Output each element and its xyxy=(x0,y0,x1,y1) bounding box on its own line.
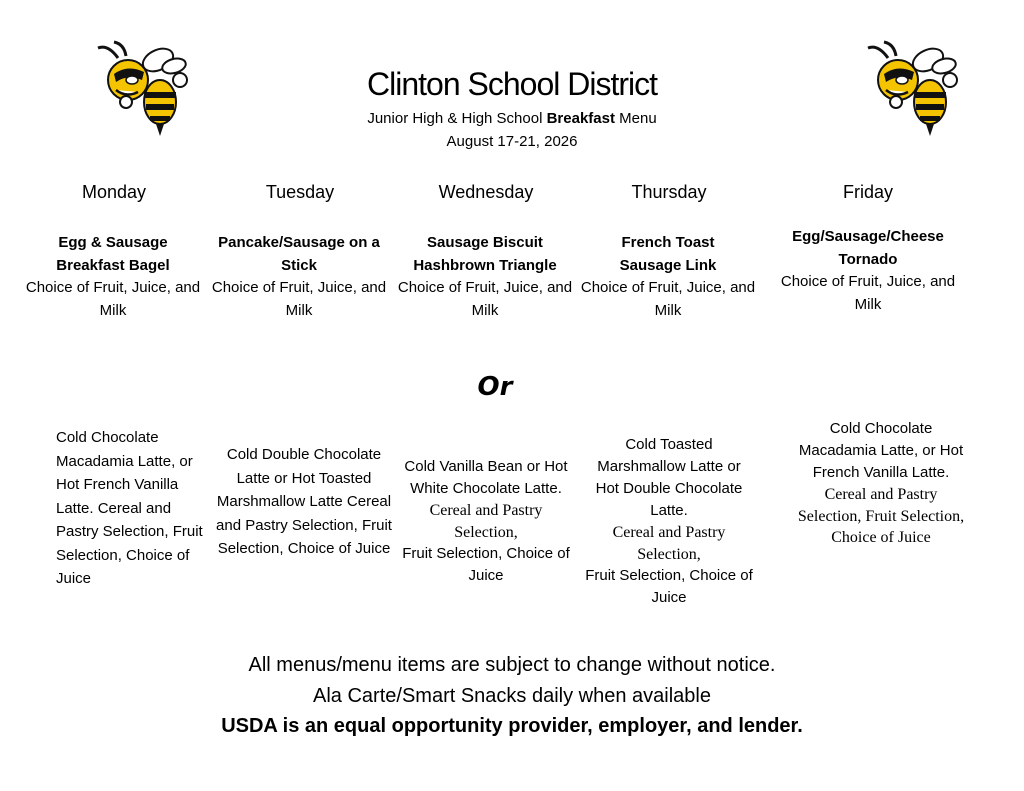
day-friday: Friday xyxy=(842,182,893,202)
page-title: Clinton School District xyxy=(367,66,657,102)
day-tuesday: Tuesday xyxy=(265,182,335,202)
main-sides: Choice of Fruit, Juice, and Milk xyxy=(25,279,201,319)
main-item: French Toast Sausage Link xyxy=(619,234,717,274)
main-item: Egg & Sausage Breakfast Bagel xyxy=(56,234,170,274)
day-wednesday: Wednesday xyxy=(438,182,534,202)
alt-text-serif: Cereal and Pastry Selection, xyxy=(612,524,726,563)
alt-text: Cold Vanilla Bean or Hot White Chocolate Latte. xyxy=(404,458,568,497)
alt-text: Cold Double Chocolate Latte or Hot Toasted Marshmallow Latte Cereal and Pastry Selection, Fruit Selection, Choice of Juice xyxy=(216,446,392,557)
alt-text-serif: Cereal and Pastry Selection, xyxy=(429,502,543,541)
alt-menu-friday xyxy=(796,418,966,549)
main-item: Egg/Sausage/Cheese Tornado xyxy=(792,228,944,268)
subtitle-bold: Breakfast xyxy=(546,110,615,127)
main-menu-wednesday xyxy=(396,232,574,322)
main-sides: Choice of Fruit, Juice, and Milk xyxy=(211,279,387,319)
main-menu-monday xyxy=(24,232,202,322)
alt-text: Cold Toasted Marshmallow Latte or Hot Double Chocolate Latte. xyxy=(595,436,743,519)
main-item: Sausage Biscuit Hashbrown Triangle xyxy=(413,234,557,274)
main-item: Pancake/Sausage on a Stick xyxy=(218,234,380,274)
alt-menu-wednesday xyxy=(402,456,570,587)
main-menu-tuesday xyxy=(210,232,388,322)
alt-text: Cold Chocolate Macadamia Latte, or Hot French Vanilla Latte. Cereal and Pastry Selection, Fruit Selection, Choice of Juice xyxy=(56,429,203,587)
alt-menu-tuesday xyxy=(216,443,392,561)
day-thursday: Thursday xyxy=(631,182,707,202)
footer-snacks: Ala Carte/Smart Snacks daily when available xyxy=(313,685,711,707)
alt-text: Cold Chocolate Macadamia Latte, or Hot French Vanilla Latte. xyxy=(798,420,964,481)
day-monday: Monday xyxy=(81,182,147,202)
footer-usda: USDA is an equal opportunity provider, employer, and lender. xyxy=(221,715,803,737)
main-sides: Choice of Fruit, Juice, and Milk xyxy=(580,279,756,319)
alt-text: Fruit Selection, Choice of Juice xyxy=(402,545,570,584)
subtitle-prefix: Junior High & High School xyxy=(367,110,547,127)
alt-menu-thursday xyxy=(584,434,754,609)
alt-text: Fruit Selection, Choice of Juice xyxy=(585,567,753,606)
main-menu-thursday xyxy=(579,232,757,322)
subtitle-suffix: Menu xyxy=(614,110,657,127)
main-menu-friday xyxy=(778,226,958,316)
menu-date-range: August 17-21, 2026 xyxy=(446,133,578,150)
main-sides: Choice of Fruit, Juice, and Milk xyxy=(780,273,956,313)
footer-notice: All menus/menu items are subject to change without notice. xyxy=(248,654,776,676)
alt-text-serif: Cereal and Pastry Selection, Fruit Selection, Choice of Juice xyxy=(797,486,965,546)
menu-subtitle xyxy=(0,110,1024,127)
or-divider: Or xyxy=(477,372,513,402)
alt-menu-monday xyxy=(56,426,212,591)
main-sides: Choice of Fruit, Juice, and Milk xyxy=(397,279,573,319)
